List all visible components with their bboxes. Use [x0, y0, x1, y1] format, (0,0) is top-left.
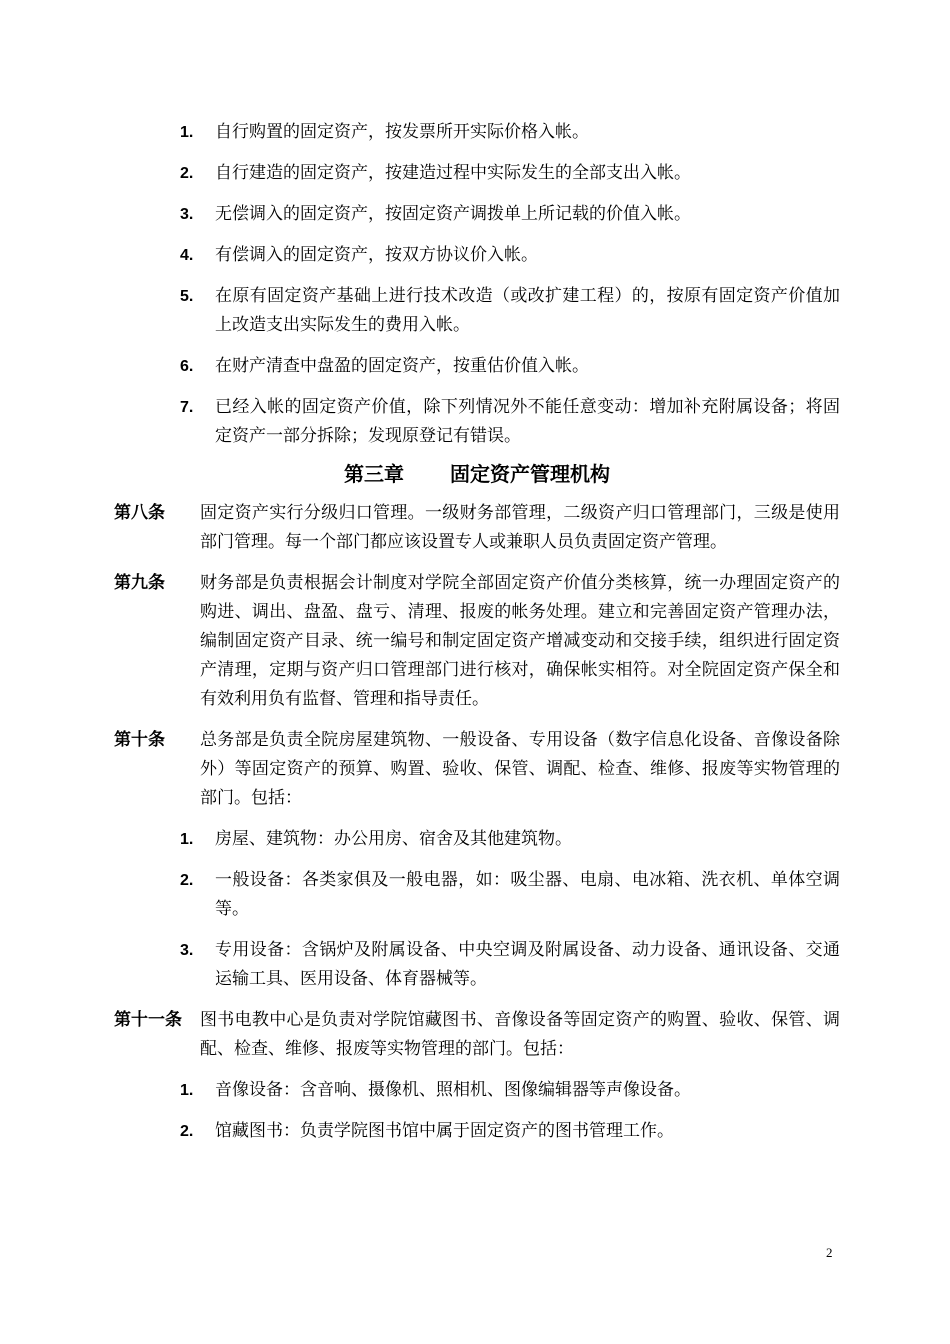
list-number: 1. — [180, 124, 194, 141]
list-number: 5. — [180, 288, 194, 305]
list-number: 3. — [180, 942, 194, 959]
chapter-number: 第三章 — [344, 462, 404, 486]
list-number: 4. — [180, 247, 194, 264]
list-number: 1. — [180, 1082, 194, 1099]
list-text: 有偿调入的固定资产，按双方协议价入帐。 — [215, 245, 538, 265]
article-text: 总务部是负责全院房屋建筑物、一般设备、专用设备（数字信息化设备、音像设备除外）等固定资产的预算、购置、验收、保管、调配、检查、维修、报废等实物管理的部门。包括： — [200, 730, 840, 808]
list-number: 2. — [180, 1123, 194, 1140]
article-label: 第九条 — [114, 573, 165, 593]
list-item — [180, 159, 840, 188]
list-number: 7. — [180, 399, 194, 416]
article-11 — [114, 1006, 840, 1064]
list-text: 自行购置的固定资产，按发票所开实际价格入帐。 — [215, 122, 589, 142]
document-body — [114, 118, 840, 1158]
list-number: 2. — [180, 165, 194, 182]
article-text: 固定资产实行分级归口管理。一级财务部管理，二级资产归口管理部门，三级是使用部门管理。每一个部门都应该设置专人或兼职人员负责固定资产管理。 — [200, 503, 840, 552]
list-item — [180, 241, 840, 270]
article-label: 第八条 — [114, 503, 165, 523]
article-9 — [114, 569, 840, 714]
list-item — [180, 866, 840, 924]
article-8 — [114, 499, 840, 557]
list-item — [180, 118, 840, 147]
list-text: 一般设备：各类家俱及一般电器，如：吸尘器、电扇、电冰箱、洗衣机、单体空调等。 — [215, 870, 840, 919]
page-number: 2 — [826, 1245, 833, 1260]
list-number: 6. — [180, 358, 194, 375]
article-text: 图书电教中心是负责对学院馆藏图书、音像设备等固定资产的购置、验收、保管、调配、检查、维修、报废等实物管理的部门。包括： — [200, 1010, 840, 1059]
list-text: 已经入帐的固定资产价值，除下列情况外不能任意变动：增加补充附属设备；将固定资产一部分拆除；发现原登记有错误。 — [215, 397, 840, 446]
valuation-list — [114, 118, 840, 451]
list-item — [180, 200, 840, 229]
list-text: 专用设备：含锅炉及附属设备、中央空调及附属设备、动力设备、通讯设备、交通运输工具、医用设备、体育器械等。 — [215, 940, 840, 989]
list-number: 3. — [180, 206, 194, 223]
article-text: 财务部是负责根据会计制度对学院全部固定资产价值分类核算，统一办理固定资产的购进、调出、盘盈、盘亏、清理、报废的帐务处理。建立和完善固定资产管理办法，编制固定资产目录、统一编号和制定固定资产增减变动和交接手续，组织进行固定资产清理，定期与资产归口管理部门进行核对，确保帐实相符。对全院固定资产保全和有效利用负有监督、管理和指导责任。 — [200, 573, 840, 709]
list-text: 在财产清查中盘盈的固定资产，按重估价值入帐。 — [215, 356, 589, 376]
library-list — [114, 1076, 840, 1146]
chapter-title: 固定资产管理机构 — [450, 462, 610, 486]
list-item — [180, 825, 840, 854]
article-10 — [114, 726, 840, 813]
general-affairs-list — [114, 825, 840, 994]
list-text: 在原有固定资产基础上进行技术改造（或改扩建工程）的，按原有固定资产价值加上改造支出实际发生的费用入帐。 — [215, 286, 840, 335]
list-number: 1. — [180, 831, 194, 848]
list-item — [180, 352, 840, 381]
list-text: 馆藏图书：负责学院图书馆中属于固定资产的图书管理工作。 — [215, 1121, 674, 1141]
article-label: 第十一条 — [114, 1010, 182, 1030]
article-label: 第十条 — [114, 730, 165, 750]
list-text: 无偿调入的固定资产，按固定资产调拨单上所记载的价值入帐。 — [215, 204, 691, 224]
list-item — [180, 1076, 840, 1105]
list-item — [180, 393, 840, 451]
chapter-heading — [114, 459, 840, 489]
list-item — [180, 936, 840, 994]
list-text: 房屋、建筑物：办公用房、宿舍及其他建筑物。 — [215, 829, 572, 849]
list-text: 自行建造的固定资产，按建造过程中实际发生的全部支出入帐。 — [215, 163, 691, 183]
list-item — [180, 1117, 840, 1146]
list-item — [180, 282, 840, 340]
list-text: 音像设备：含音响、摄像机、照相机、图像编辑器等声像设备。 — [215, 1080, 691, 1100]
list-number: 2. — [180, 872, 194, 889]
